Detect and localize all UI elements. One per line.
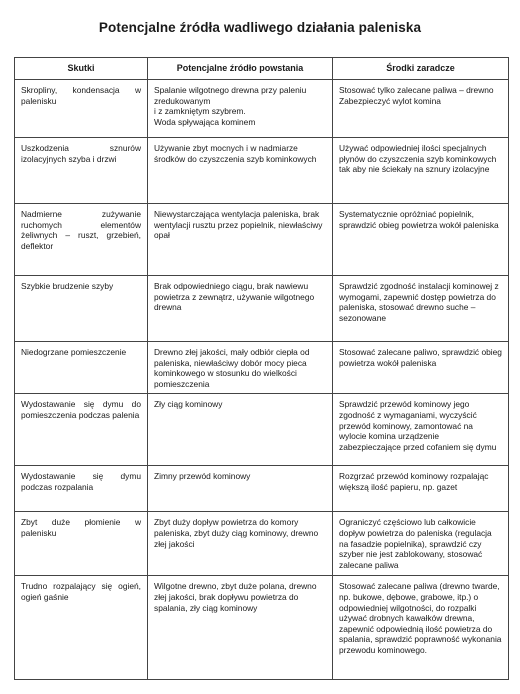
table-row: [15, 512, 509, 576]
table-row: [15, 138, 509, 204]
effect-cell: [15, 512, 148, 576]
remedy-text: Systematycznie opróżniać popielnik, sprawdzić obieg powietrza wokół paleniska: [339, 209, 499, 230]
remedy-cell: [333, 576, 509, 680]
table-row: [15, 394, 509, 466]
remedy-cell: [333, 80, 509, 138]
header-effects: Skutki: [15, 58, 148, 80]
table-row: [15, 204, 509, 276]
source-text: Niewystarczająca wentylacja paleniska, brak wentylacji rusztu przez popielnik, niewłaściwy opał: [154, 209, 323, 241]
source-text: Wilgotne drewno, zbyt duże polana, drewno złej jakości, brak dopływu powietrza do spalania, zły ciąg kominowy: [154, 581, 317, 613]
remedy-text: Stosować zalecane paliwa (drewno twarde, np. bukowe, dębowe, grabowe, itp.) o odpowiedniej wilgotności, do rozpalki używać drobnych kawałków drewna, zapewnić odpowiednią ilość powietrza do spalania, sprawdzić poprawność wykonania przewodu kominowego.: [339, 581, 502, 655]
effect-text: Uszkodzenia sznurów izolacyjnych szyba i drzwi: [21, 143, 141, 164]
source-cell: [148, 204, 333, 276]
remedy-cell: [333, 342, 509, 394]
table-row: [15, 576, 509, 680]
remedy-cell: [333, 466, 509, 512]
effect-cell: [15, 576, 148, 680]
remedy-cell: [333, 138, 509, 204]
remedy-text: Rozgrzać przewód kominowy rozpalając większą ilość papieru, np. gazet: [339, 471, 489, 492]
effect-text: Zbyt duże płomienie w palenisku: [21, 517, 141, 538]
effect-text: Nadmierne zużywanie ruchomych elementów żeliwnych – ruszt, grzebień, deflektor: [21, 209, 141, 251]
table-row: [15, 80, 509, 138]
remedy-text: Sprawdzić zgodność instalacji kominowej z wymogami, zapewnić dostęp powietrza do paleniska, stosować drewno suche – sezonowane: [339, 281, 499, 323]
header-sources: Potencjalne źródło powstania: [148, 58, 333, 80]
effect-text: Szybkie brudzenie szyby: [21, 281, 114, 291]
malfunction-table: [14, 57, 509, 680]
effect-text: Wydostawanie się dymu do pomieszczenia podczas palenia: [21, 399, 141, 420]
remedy-cell: [333, 512, 509, 576]
effect-text: Niedogrzane pomieszczenie: [21, 347, 127, 357]
source-cell: [148, 342, 333, 394]
remedy-text: Używać odpowiedniej ilości specjalnych płynów do czyszczenia szyb kominkowych tak aby nie ściekały na sznury izolacyjne: [339, 143, 497, 175]
remedy-text: Stosować tylko zalecane paliwa – drewno Zabezpieczyć wylot komina: [339, 85, 494, 106]
remedy-cell: [333, 276, 509, 342]
source-cell: [148, 80, 333, 138]
header-remedies: Środki zaradcze: [333, 58, 509, 80]
source-text: Brak odpowiedniego ciągu, brak nawiewu powietrza z zewnątrz, używanie wilgotnego drewna: [154, 281, 315, 313]
effect-cell: [15, 138, 148, 204]
table-row: [15, 466, 509, 512]
source-text: Spalanie wilgotnego drewna przy paleniu zredukowanym i z zamkniętym szybrem. Woda spływająca kominem: [154, 85, 307, 127]
effect-cell: [15, 466, 148, 512]
effect-text: Trudno rozpalający się ogień, ogień gaśnie: [21, 581, 141, 602]
remedy-cell: [333, 204, 509, 276]
source-text: Zły ciąg kominowy: [154, 399, 223, 410]
effect-cell: [15, 204, 148, 276]
source-text: Drewno złej jakości, mały odbiór ciepła od paleniska, niewłaściwy dobór mocy pieca kominkowego w stosunku do wielkości pomieszczenia: [154, 347, 310, 389]
source-text: Używanie zbyt mocnych i w nadmiarze środków do czyszczenia szyb kominkowych: [154, 143, 317, 164]
source-cell: [148, 276, 333, 342]
remedy-text: Ograniczyć częściowo lub całkowicie dopływ powietrza do paleniska (regulacja na fasadzie popielnika), sprawdzić czy szyber nie jest zablokowany, stosować zalecane paliwa: [339, 517, 492, 570]
source-cell: [148, 576, 333, 680]
source-text: Zimny przewód kominowy: [154, 471, 251, 482]
effect-text: Wydostawanie się dymu podczas rozpalania: [21, 471, 141, 492]
source-cell: [148, 138, 333, 204]
effect-cell: [15, 80, 148, 138]
remedy-text: Sprawdzić przewód kominowy jego zgodność z wymaganiami, wyczyścić przewód kominowy, zamontować na wylocie komina urządzenie zabezpieczające przed cofaniem się dymu: [339, 399, 497, 452]
effect-cell: [15, 276, 148, 342]
source-cell: [148, 512, 333, 576]
table-row: [15, 276, 509, 342]
source-text: Zbyt duży dopływ powietrza do komory paleniska, zbyt duży ciąg kominowy, drewno złej jakości: [154, 517, 319, 549]
document-title: Potencjalne źródła wadliwego działania paleniska: [98, 20, 422, 35]
table-row: [15, 342, 509, 394]
source-cell: [148, 394, 333, 466]
source-cell: [148, 466, 333, 512]
remedy-cell: [333, 394, 509, 466]
effect-cell: [15, 394, 148, 466]
effect-text: Skropliny, kondensacja w palenisku: [21, 85, 141, 106]
table-header-row: [15, 58, 509, 80]
remedy-text: Stosować zalecane paliwo, sprawdzić obieg powietrza wokół paleniska: [339, 347, 502, 368]
effect-cell: [15, 342, 148, 394]
